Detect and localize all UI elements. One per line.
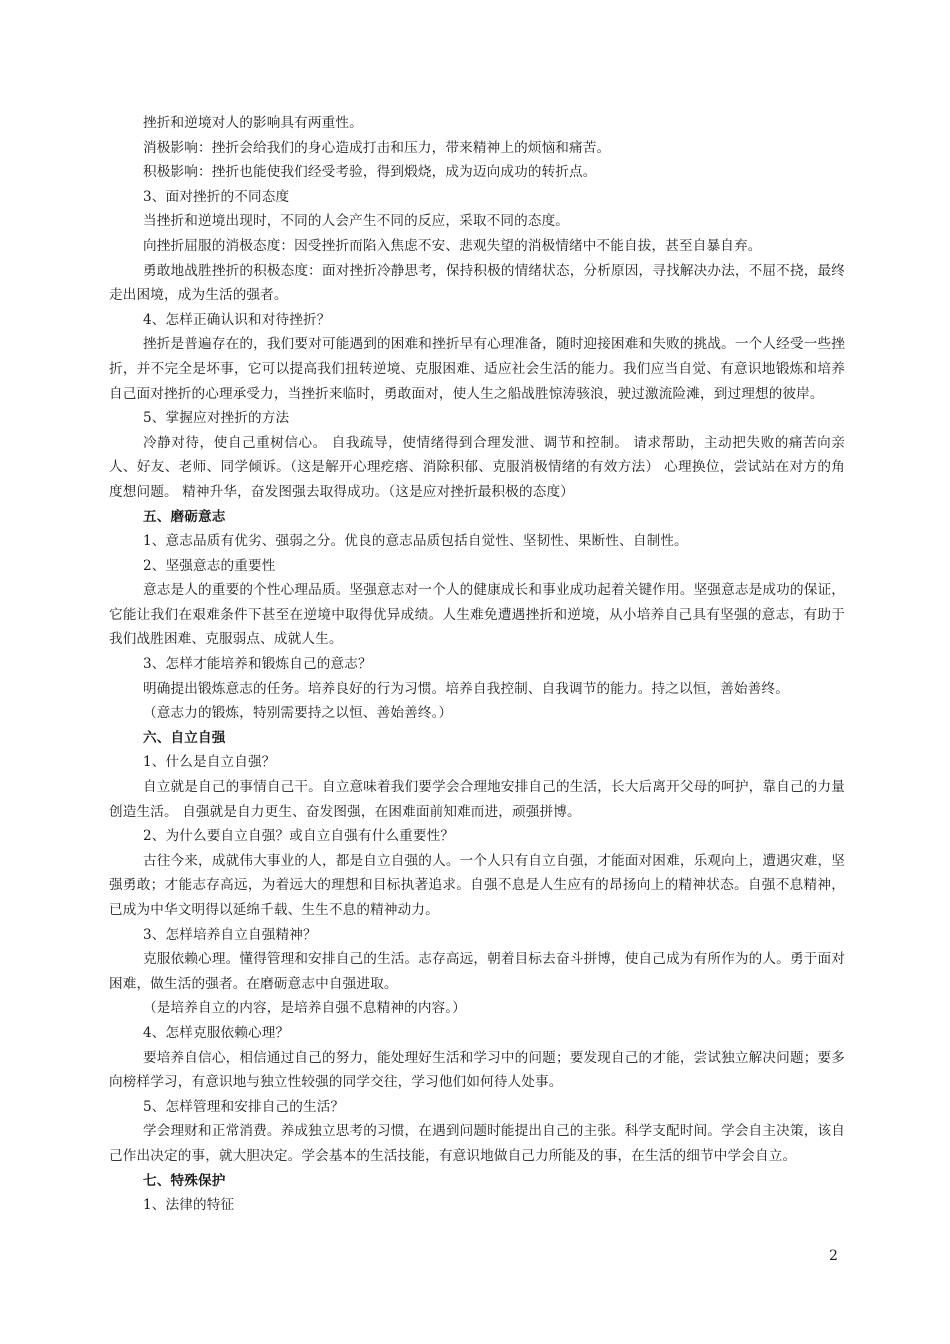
paragraph: 3、怎样培养自立自强精神？ [143,926,317,943]
paragraph: 挫折和逆境对人的影响具有两重性。 [143,115,363,131]
paragraph: 3、怎样才能培养和锻炼自己的意志？ [143,656,372,673]
paragraph: 1、法律的特征 [143,1197,235,1214]
section-heading: 五、磨砺意志 [143,508,226,525]
paragraph: 明确提出锻炼意志的任务。培养良好的行为习惯。培养自我控制、自我调节的能力。持之以恒，善始善终。 [143,680,789,697]
paragraph: 2、坚强意志的重要性 [143,557,276,574]
paragraph: 冷静对待，使自己重树信心。 自我疏导，使情绪得到合理发泄、调节和控制。 请求帮助，主动把失败的痛苦向亲人、好友、老师、同学倾诉。（这是解开心理疙瘩、消除积郁、克服消极情绪的有效方法） 心理换位，尝试站在对方的角度想问题。 精神升华，奋发图强去取得成功。（这是应对挫折最积极的态度） [109,434,845,500]
section-heading: 六、自立自强 [143,729,226,746]
paragraph: 4、怎样正确认识和对待挫折？ [143,311,331,328]
paragraph: 4、怎样克服依赖心理？ [143,1024,290,1041]
paragraph: 1、什么是自立自强？ [143,754,276,771]
paragraph: 1、意志品质有优劣、强弱之分。优良的意志品质包括自觉性、坚韧性、果断性、自制性。 [143,533,688,550]
paragraph: 勇敢地战胜挫折的积极态度：面对挫折冷静思考，保持积极的情绪状态，分析原因，寻找解决办法，不屈不挠，最终走出困境，成为生活的强者。 [109,262,845,304]
paragraph: （意志力的锻炼，特别需要持之以恒、善始善终。） [143,705,453,722]
paragraph: 意志是人的重要的个性心理品质。坚强意志对一个人的健康成长和事业成功起着关键作用。坚强意志是成功的保证，它能让我们在艰难条件下甚至在逆境中取得优异成绩。人生难免遭遇挫折和逆境，从小培养自己具有坚强的意志，有助于我们战胜困难、克服弱点、成就人生。 [109,582,845,648]
paragraph: 自立就是自己的事情自己干。自立意味着我们要学会合理地安排自己的生活，长大后离开父母的呵护，靠自己的力量创造生活。 自强就是自力更生、奋发图强，在困难面前知难而进，顽强拼博。 [109,779,845,820]
paragraph: 3、面对挫折的不同态度 [143,188,290,205]
paragraph: 古往今来，成就伟大事业的人，都是自立自强的人。一个人只有自立自强，才能面对困难，乐观向上，遭遇灾难，坚强勇敢；才能志存高远，为着远大的理想和目标执著追求。自强不息是人生应有的昂扬向上的精神状态。自强不息精神，已成为中华文明得以延绵千载、生生不息的精神动力。 [109,852,845,918]
paragraph: （是培养自立的内容，是培养自强不息精神的内容。） [143,1000,467,1017]
paragraph: 2、为什么要自立自强？或自立自强有什么重要性？ [143,828,455,845]
paragraph: 挫折是普遍存在的，我们要对可能遇到的困难和挫折早有心理准备，随时迎接困难和失败的挑战。一个人经受一些挫折，并不完全是坏事，它可以提高我们扭转逆境、克服困难、适应社会生活的能力。我们应当自觉、有意识地锻炼和培养自己面对挫折的心理承受力，当挫折来临时，勇敢面对，使人生之船战胜惊涛骇浪，驶过激流险滩，到过理想的彼岸。 [109,336,845,402]
document-body [109,111,845,1218]
paragraph: 5、掌握应对挫折的方法 [143,410,290,427]
paragraph: 当挫折和逆境出现时，不同的人会产生不同的反应，采取不同的态度。 [143,213,570,230]
paragraph: 向挫折屈服的消极态度：因受挫折而陷入焦虑不安、悲观失望的消极情绪中不能自拔，甚至自暴自弃。 [143,237,762,254]
paragraph: 5、怎样管理和安排自己的生活？ [143,1098,345,1115]
paragraph: 积极影响：挫折也能使我们经受考验，得到煅烧，成为迈向成功的转折点。 [143,164,597,181]
page-number: 2 [829,1248,838,1264]
paragraph: 消极影响：挫折会给我们的身心造成打击和压力，带来精神上的烦恼和痛苦。 [143,139,611,156]
paragraph: 克服依赖心理。懂得管理和安排自己的生活。志存高远，朝着目标去奋斗拼博，使自己成为有所作为的人。勇于面对困难，做生活的强者。在磨砺意志中自强进取。 [109,951,845,992]
paragraph: 学会理财和正常消费。养成独立思考的习惯，在遇到问题时能提出自己的主张。科学支配时间。学会自主决策，该自己作出决定的事，就大胆决定。学会基本的生活技能，有意识地做自己力所能及的事，在生活的细节中学会自立。 [109,1123,845,1164]
paragraph: 要培养自信心，相信通过自己的努力，能处理好生活和学习中的问题；要发现自己的才能，尝试独立解决问题；要多向榜样学习，有意识地与独立性较强的同学交往，学习他们如何待人处事。 [109,1049,845,1091]
section-heading: 七、特殊保护 [143,1172,226,1189]
